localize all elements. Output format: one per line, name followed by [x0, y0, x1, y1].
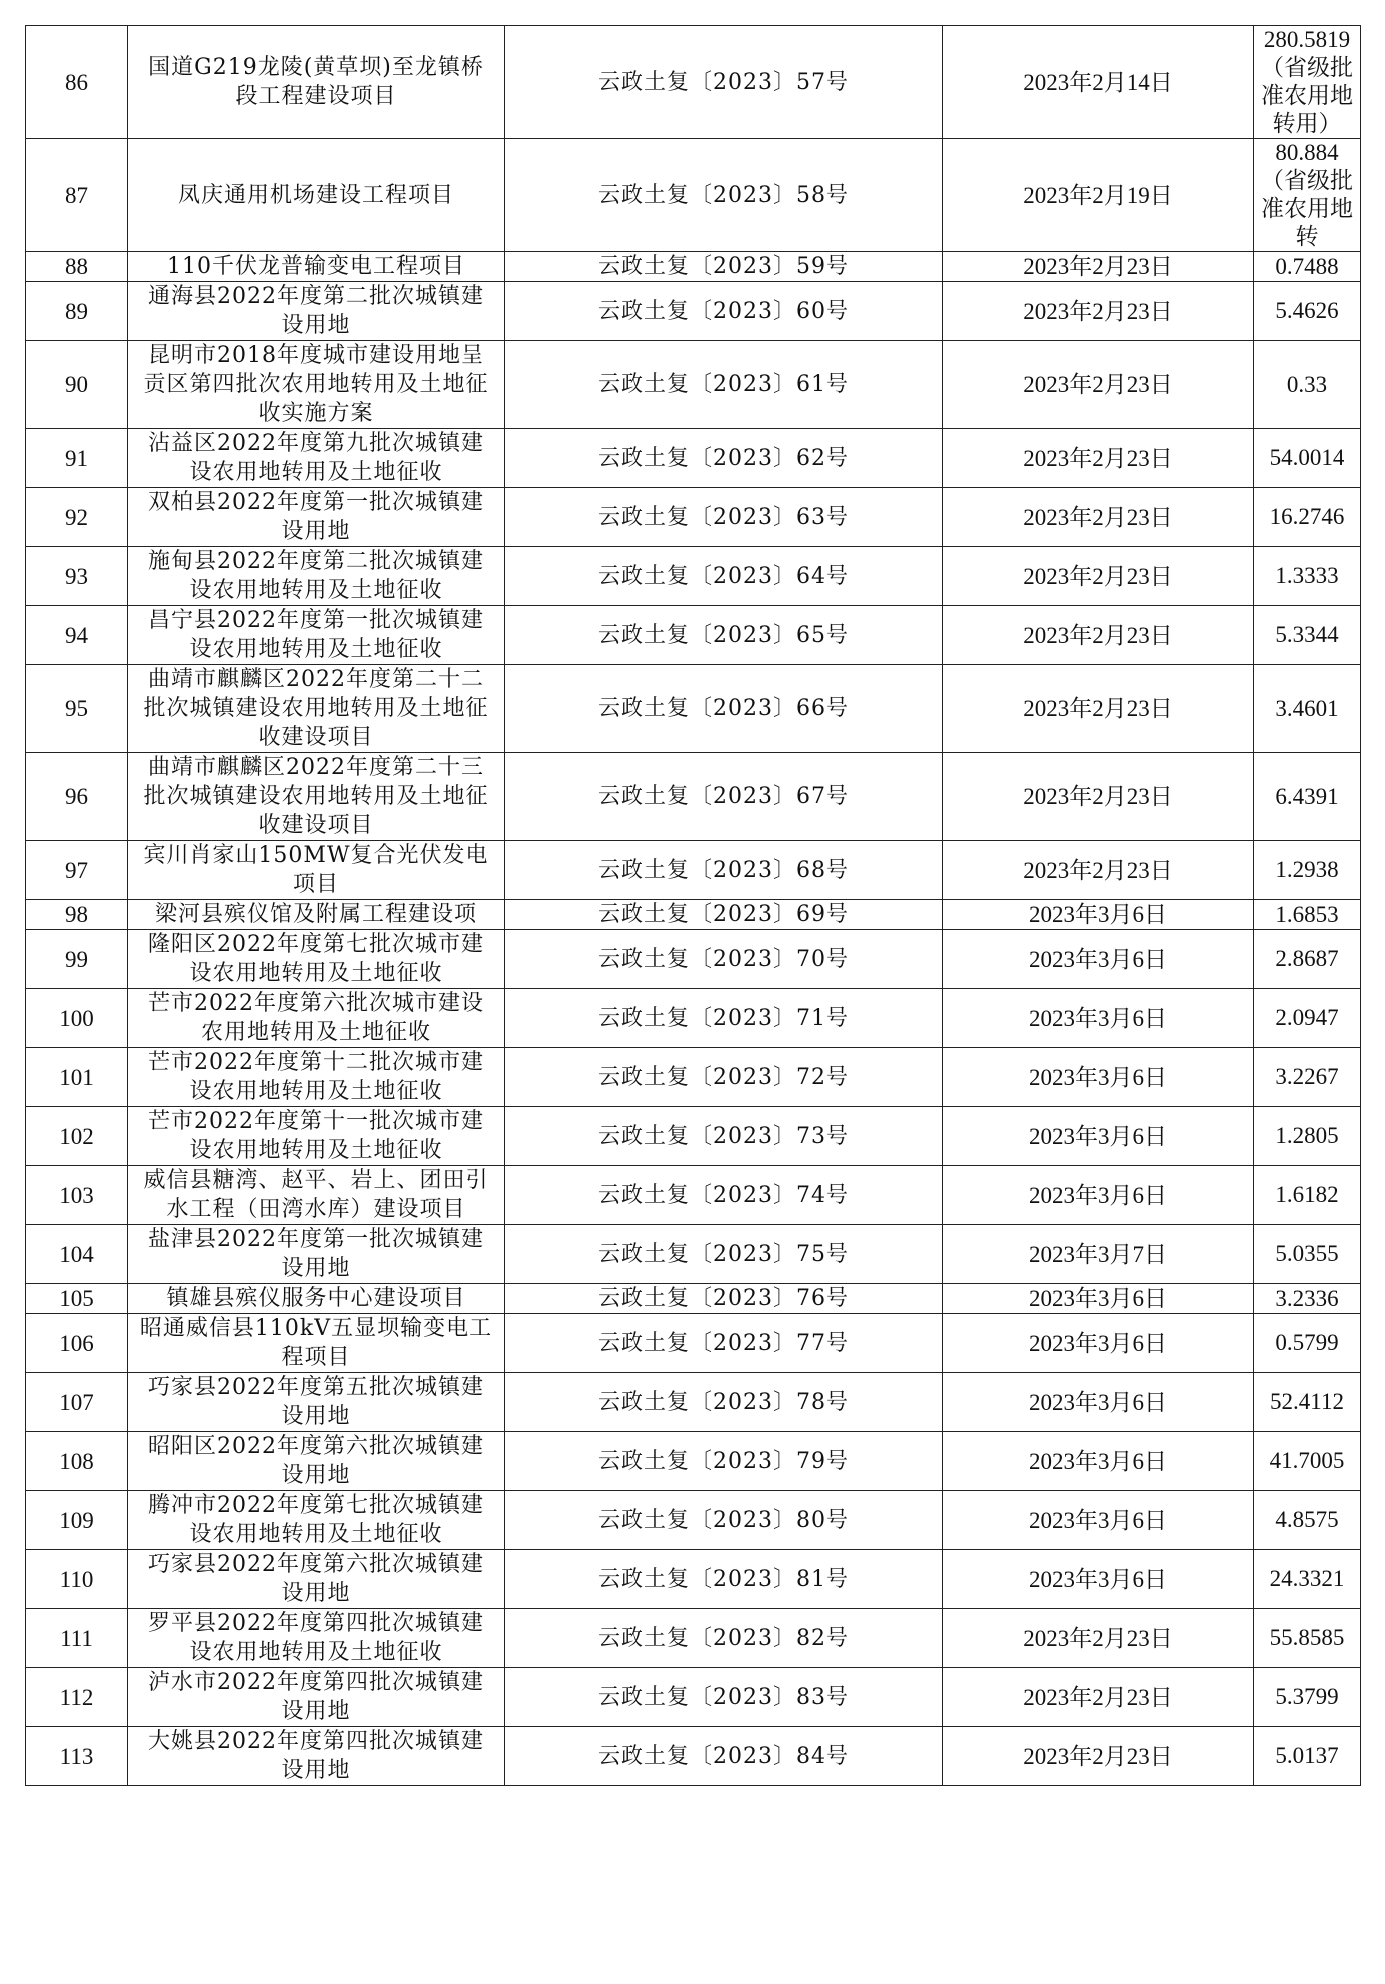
- table-row: [26, 252, 1361, 282]
- table-row: [26, 547, 1361, 606]
- land-approval-table: [25, 25, 1361, 1786]
- table-row: [26, 753, 1361, 841]
- row-number: 92: [26, 488, 128, 547]
- approval-date: 2023年3月6日: [943, 1107, 1254, 1166]
- project-name: 腾冲市2022年度第七批次城镇建设农用地转用及土地征收: [128, 1491, 505, 1550]
- project-name: 梁河县殡仪馆及附属工程建设项: [128, 900, 505, 930]
- project-name: 凤庆通用机场建设工程项目: [128, 139, 505, 252]
- project-name: 昌宁县2022年度第一批次城镇建设农用地转用及土地征收: [128, 606, 505, 665]
- table-row: [26, 606, 1361, 665]
- table-row: [26, 989, 1361, 1048]
- project-name: 国道G219龙陵(黄草坝)至龙镇桥段工程建设项目: [128, 26, 505, 139]
- approval-date: 2023年3月6日: [943, 1491, 1254, 1550]
- project-name: 芒市2022年度第十二批次城市建设农用地转用及土地征收: [128, 1048, 505, 1107]
- project-name: 巧家县2022年度第五批次城镇建设用地: [128, 1373, 505, 1432]
- row-number: 111: [26, 1609, 128, 1668]
- project-name: 曲靖市麒麟区2022年度第二十二批次城镇建设农用地转用及土地征收建设项目: [128, 665, 505, 753]
- project-name: 双柏县2022年度第一批次城镇建设用地: [128, 488, 505, 547]
- approval-document-number: 云政土复〔2023〕84号: [505, 1727, 943, 1786]
- approved-area: 5.3344: [1254, 606, 1361, 665]
- row-number: 93: [26, 547, 128, 606]
- row-number: 95: [26, 665, 128, 753]
- approved-area: 0.7488: [1254, 252, 1361, 282]
- approved-area: 52.4112: [1254, 1373, 1361, 1432]
- approved-area: 2.0947: [1254, 989, 1361, 1048]
- approval-document-number: 云政土复〔2023〕74号: [505, 1166, 943, 1225]
- approved-area: 1.2805: [1254, 1107, 1361, 1166]
- project-name: 宾川肖家山150MW复合光伏发电项目: [128, 841, 505, 900]
- project-name: 昭阳区2022年度第六批次城镇建设用地: [128, 1432, 505, 1491]
- table-row: [26, 1550, 1361, 1609]
- approved-area: 3.2336: [1254, 1284, 1361, 1314]
- table-row: [26, 429, 1361, 488]
- approval-date: 2023年2月23日: [943, 488, 1254, 547]
- approval-document-number: 云政土复〔2023〕82号: [505, 1609, 943, 1668]
- table-body: [26, 26, 1361, 1786]
- row-number: 106: [26, 1314, 128, 1373]
- row-number: 107: [26, 1373, 128, 1432]
- row-number: 109: [26, 1491, 128, 1550]
- table-row: [26, 341, 1361, 429]
- approved-area: 0.33: [1254, 341, 1361, 429]
- row-number: 102: [26, 1107, 128, 1166]
- approved-area: 1.6853: [1254, 900, 1361, 930]
- approval-document-number: 云政土复〔2023〕58号: [505, 139, 943, 252]
- approval-date: 2023年2月23日: [943, 1609, 1254, 1668]
- table-row: [26, 1107, 1361, 1166]
- approved-area: 280.5819（省级批准农用地转用）: [1254, 26, 1361, 139]
- approval-document-number: 云政土复〔2023〕70号: [505, 930, 943, 989]
- approval-document-number: 云政土复〔2023〕60号: [505, 282, 943, 341]
- table-row: [26, 1491, 1361, 1550]
- table-row: [26, 26, 1361, 139]
- approval-document-number: 云政土复〔2023〕59号: [505, 252, 943, 282]
- approval-date: 2023年3月6日: [943, 1048, 1254, 1107]
- approval-date: 2023年2月19日: [943, 139, 1254, 252]
- approved-area: 5.0137: [1254, 1727, 1361, 1786]
- table-row: [26, 1727, 1361, 1786]
- approval-document-number: 云政土复〔2023〕66号: [505, 665, 943, 753]
- approval-date: 2023年3月6日: [943, 1550, 1254, 1609]
- row-number: 108: [26, 1432, 128, 1491]
- table-row: [26, 1225, 1361, 1284]
- project-name: 泸水市2022年度第四批次城镇建设用地: [128, 1668, 505, 1727]
- row-number: 89: [26, 282, 128, 341]
- approved-area: 3.4601: [1254, 665, 1361, 753]
- approval-document-number: 云政土复〔2023〕71号: [505, 989, 943, 1048]
- table-row: [26, 930, 1361, 989]
- project-name: 施甸县2022年度第二批次城镇建设农用地转用及土地征收: [128, 547, 505, 606]
- approved-area: 54.0014: [1254, 429, 1361, 488]
- approval-date: 2023年2月23日: [943, 841, 1254, 900]
- table-row: [26, 841, 1361, 900]
- approved-area: 3.2267: [1254, 1048, 1361, 1107]
- approval-date: 2023年2月23日: [943, 1668, 1254, 1727]
- approval-date: 2023年2月23日: [943, 282, 1254, 341]
- approved-area: 6.4391: [1254, 753, 1361, 841]
- project-name: 沾益区2022年度第九批次城镇建设农用地转用及土地征收: [128, 429, 505, 488]
- approval-document-number: 云政土复〔2023〕72号: [505, 1048, 943, 1107]
- row-number: 99: [26, 930, 128, 989]
- project-name: 曲靖市麒麟区2022年度第二十三批次城镇建设农用地转用及土地征收建设项目: [128, 753, 505, 841]
- approval-date: 2023年2月14日: [943, 26, 1254, 139]
- table-row: [26, 1048, 1361, 1107]
- project-name: 芒市2022年度第六批次城市建设农用地转用及土地征收: [128, 989, 505, 1048]
- table-row: [26, 139, 1361, 252]
- table-row: [26, 1314, 1361, 1373]
- approval-date: 2023年2月23日: [943, 547, 1254, 606]
- approval-document-number: 云政土复〔2023〕64号: [505, 547, 943, 606]
- approval-document-number: 云政土复〔2023〕78号: [505, 1373, 943, 1432]
- table-row: [26, 1166, 1361, 1225]
- row-number: 101: [26, 1048, 128, 1107]
- row-number: 96: [26, 753, 128, 841]
- approval-date: 2023年2月23日: [943, 1727, 1254, 1786]
- approval-document-number: 云政土复〔2023〕79号: [505, 1432, 943, 1491]
- approved-area: 41.7005: [1254, 1432, 1361, 1491]
- approval-date: 2023年3月7日: [943, 1225, 1254, 1284]
- table-row: [26, 282, 1361, 341]
- row-number: 87: [26, 139, 128, 252]
- project-name: 罗平县2022年度第四批次城镇建设农用地转用及土地征收: [128, 1609, 505, 1668]
- table-row: [26, 488, 1361, 547]
- approved-area: 0.5799: [1254, 1314, 1361, 1373]
- row-number: 98: [26, 900, 128, 930]
- approval-date: 2023年3月6日: [943, 1373, 1254, 1432]
- row-number: 94: [26, 606, 128, 665]
- table-row: [26, 1432, 1361, 1491]
- approved-area: 5.4626: [1254, 282, 1361, 341]
- project-name: 巧家县2022年度第六批次城镇建设用地: [128, 1550, 505, 1609]
- table-row: [26, 900, 1361, 930]
- approved-area: 4.8575: [1254, 1491, 1361, 1550]
- approval-date: 2023年3月6日: [943, 900, 1254, 930]
- approval-date: 2023年3月6日: [943, 1432, 1254, 1491]
- approved-area: 16.2746: [1254, 488, 1361, 547]
- approval-date: 2023年3月6日: [943, 1166, 1254, 1225]
- row-number: 110: [26, 1550, 128, 1609]
- row-number: 112: [26, 1668, 128, 1727]
- project-name: 盐津县2022年度第一批次城镇建设用地: [128, 1225, 505, 1284]
- table-row: [26, 1609, 1361, 1668]
- approval-date: 2023年2月23日: [943, 665, 1254, 753]
- project-name: 110千伏龙普输变电工程项目: [128, 252, 505, 282]
- approval-date: 2023年3月6日: [943, 1284, 1254, 1314]
- approval-document-number: 云政土复〔2023〕62号: [505, 429, 943, 488]
- approval-date: 2023年3月6日: [943, 930, 1254, 989]
- approval-date: 2023年2月23日: [943, 606, 1254, 665]
- row-number: 97: [26, 841, 128, 900]
- approval-document-number: 云政土复〔2023〕80号: [505, 1491, 943, 1550]
- row-number: 91: [26, 429, 128, 488]
- project-name: 威信县糖湾、赵平、岩上、团田引水工程（田湾水库）建设项目: [128, 1166, 505, 1225]
- approved-area: 1.3333: [1254, 547, 1361, 606]
- approval-document-number: 云政土复〔2023〕57号: [505, 26, 943, 139]
- approved-area: 55.8585: [1254, 1609, 1361, 1668]
- row-number: 113: [26, 1727, 128, 1786]
- table-row: [26, 1284, 1361, 1314]
- project-name: 隆阳区2022年度第七批次城市建设农用地转用及土地征收: [128, 930, 505, 989]
- approval-document-number: 云政土复〔2023〕68号: [505, 841, 943, 900]
- project-name: 昭通威信县110kV五显坝输变电工程项目: [128, 1314, 505, 1373]
- approval-date: 2023年3月6日: [943, 1314, 1254, 1373]
- row-number: 104: [26, 1225, 128, 1284]
- project-name: 大姚县2022年度第四批次城镇建设用地: [128, 1727, 505, 1786]
- approved-area: 5.0355: [1254, 1225, 1361, 1284]
- approval-document-number: 云政土复〔2023〕69号: [505, 900, 943, 930]
- approval-document-number: 云政土复〔2023〕61号: [505, 341, 943, 429]
- approval-document-number: 云政土复〔2023〕83号: [505, 1668, 943, 1727]
- approval-document-number: 云政土复〔2023〕77号: [505, 1314, 943, 1373]
- approved-area: 24.3321: [1254, 1550, 1361, 1609]
- approval-date: 2023年3月6日: [943, 989, 1254, 1048]
- project-name: 昆明市2018年度城市建设用地呈贡区第四批次农用地转用及土地征收实施方案: [128, 341, 505, 429]
- approval-date: 2023年2月23日: [943, 429, 1254, 488]
- approved-area: 1.2938: [1254, 841, 1361, 900]
- approval-document-number: 云政土复〔2023〕73号: [505, 1107, 943, 1166]
- approval-document-number: 云政土复〔2023〕81号: [505, 1550, 943, 1609]
- approved-area: 1.6182: [1254, 1166, 1361, 1225]
- approved-area: 2.8687: [1254, 930, 1361, 989]
- row-number: 103: [26, 1166, 128, 1225]
- project-name: 芒市2022年度第十一批次城市建设农用地转用及土地征收: [128, 1107, 505, 1166]
- table-row: [26, 1668, 1361, 1727]
- approval-document-number: 云政土复〔2023〕75号: [505, 1225, 943, 1284]
- table-row: [26, 665, 1361, 753]
- approval-date: 2023年2月23日: [943, 753, 1254, 841]
- row-number: 90: [26, 341, 128, 429]
- approval-date: 2023年2月23日: [943, 252, 1254, 282]
- row-number: 86: [26, 26, 128, 139]
- project-name: 镇雄县殡仪服务中心建设项目: [128, 1284, 505, 1314]
- row-number: 105: [26, 1284, 128, 1314]
- row-number: 100: [26, 989, 128, 1048]
- approval-document-number: 云政土复〔2023〕76号: [505, 1284, 943, 1314]
- row-number: 88: [26, 252, 128, 282]
- table-row: [26, 1373, 1361, 1432]
- approval-document-number: 云政土复〔2023〕63号: [505, 488, 943, 547]
- approval-document-number: 云政土复〔2023〕65号: [505, 606, 943, 665]
- approved-area: 80.884（省级批准农用地转: [1254, 139, 1361, 252]
- approval-document-number: 云政土复〔2023〕67号: [505, 753, 943, 841]
- approval-date: 2023年2月23日: [943, 341, 1254, 429]
- project-name: 通海县2022年度第二批次城镇建设用地: [128, 282, 505, 341]
- approved-area: 5.3799: [1254, 1668, 1361, 1727]
